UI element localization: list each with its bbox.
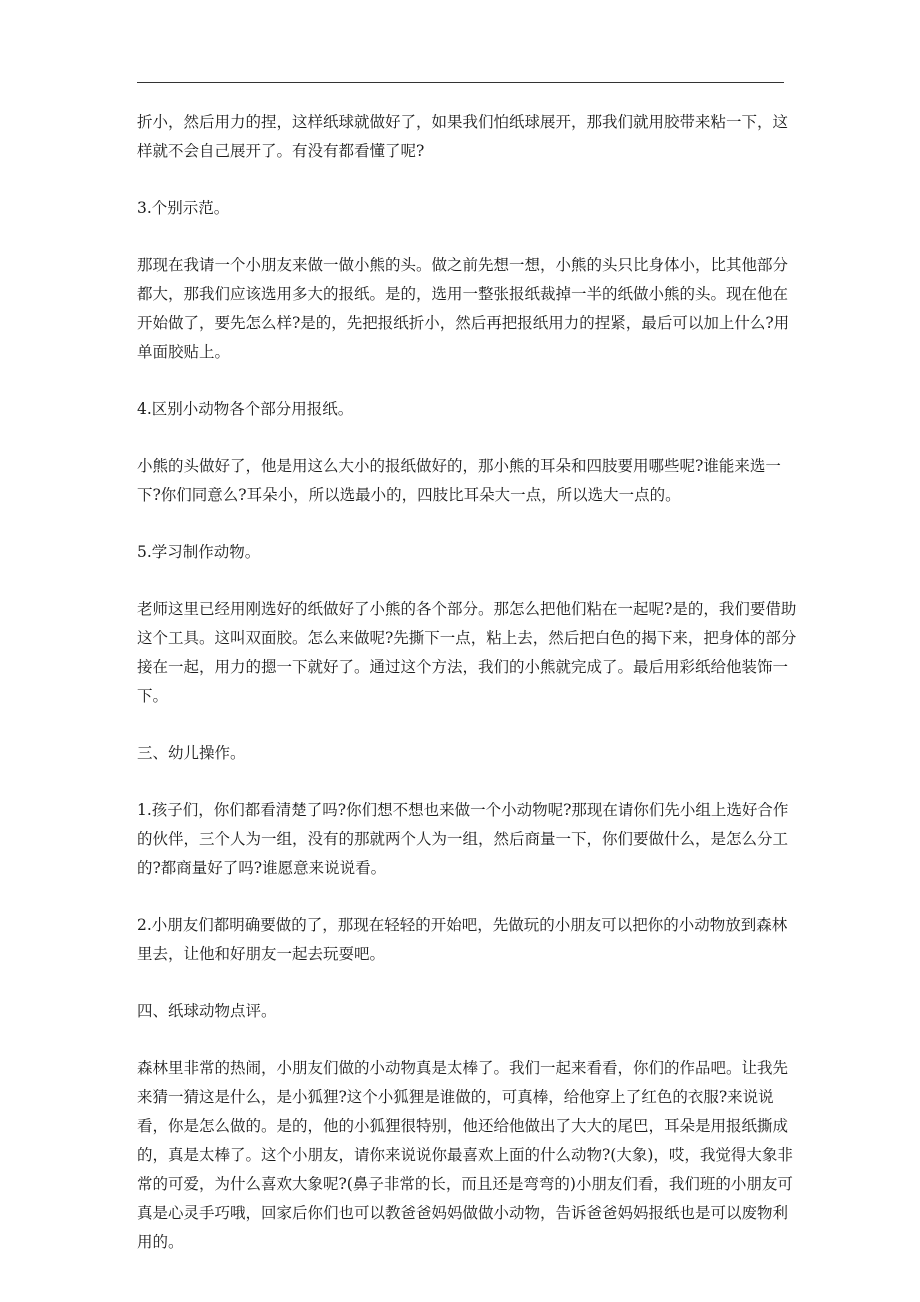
section-heading: 5.学习制作动物。: [137, 543, 261, 561]
section-heading: 4.区别小动物各个部分用报纸。: [137, 400, 354, 418]
section-heading: 三、幼儿操作。: [137, 744, 246, 762]
paragraph: 1.孩子们，你们都看清楚了吗?你们想不想也来做一个小动物呢?那现在请你们先小组上选好合作的伙伴，三个人为一组，没有的那就两个人为一组，然后商量一下，你们要做什么，是怎么分工的?都商量好了吗?谁愿意来说说看。: [137, 801, 789, 877]
section-heading: 3.个别示范。: [137, 199, 230, 217]
paragraph: 森林里非常的热闹，小朋友们做的小动物真是太棒了。我们一起来看看，你们的作品吧。让我先来猜一猜这是什么，是小狐狸?这个小狐狸是谁做的，可真棒，给他穿上了红色的衣服?来说说看，你是怎么做的。是的，他的小狐狸很特别，他还给他做出了大大的尾巴，耳朵是用报纸撕成的，真是太棒了。这个小朋友，请你来说说你最喜欢上面的什么动物?(大象)，哎，我觉得大象非常的可爱，为什么喜欢大象呢?(鼻子非常的长，而且还是弯弯的)小朋友们看，我们班的小朋友可真是心灵手巧哦，回家后你们也可以教爸爸妈妈做做小动物，告诉爸爸妈妈报纸也是可以废物利用的。: [137, 1059, 793, 1251]
paragraph: 那现在我请一个小朋友来做一做小熊的头。做之前先想一想，小熊的头只比身体小，比其他部分都大，那我们应该选用多大的报纸。是的，选用一整张报纸裁掉一半的纸做小熊的头。现在他在开始做了，要先怎么样?是的，先把报纸折小，然后再把报纸用力的捏紧，最后可以加上什么?用单面胶贴上。: [137, 256, 790, 361]
paragraph: 小熊的头做好了，他是用这么大小的报纸做好的，那小熊的耳朵和四肢要用哪些呢?谁能来选一下?你们同意么?耳朵小，所以选最小的，四肢比耳朵大一点，所以选大一点的。: [137, 457, 781, 504]
section-heading: 四、纸球动物点评。: [137, 1002, 277, 1020]
paragraph: 2.小朋友们都明确要做的了，那现在轻轻的开始吧，先做玩的小朋友可以把你的小动物放到森林里去，让他和好朋友一起去玩耍吧。: [137, 916, 788, 963]
header-divider: [137, 82, 784, 83]
paragraph: 老师这里已经用刚选好的纸做好了小熊的各个部分。那怎么把他们粘在一起呢?是的，我们要借助这个工具。这叫双面胶。怎么来做呢?先撕下一点，粘上去，然后把白色的揭下来，把身体的部分接在一起，用力的摁一下就好了。通过这个方法，我们的小熊就完成了。最后用彩纸给他装饰一下。: [137, 600, 797, 705]
paragraph: 折小，然后用力的捏，这样纸球就做好了，如果我们怕纸球展开，那我们就用胶带来粘一下，这样就不会自己展开了。有没有都看懂了呢?: [137, 113, 789, 160]
document-body: [137, 108, 797, 1285]
